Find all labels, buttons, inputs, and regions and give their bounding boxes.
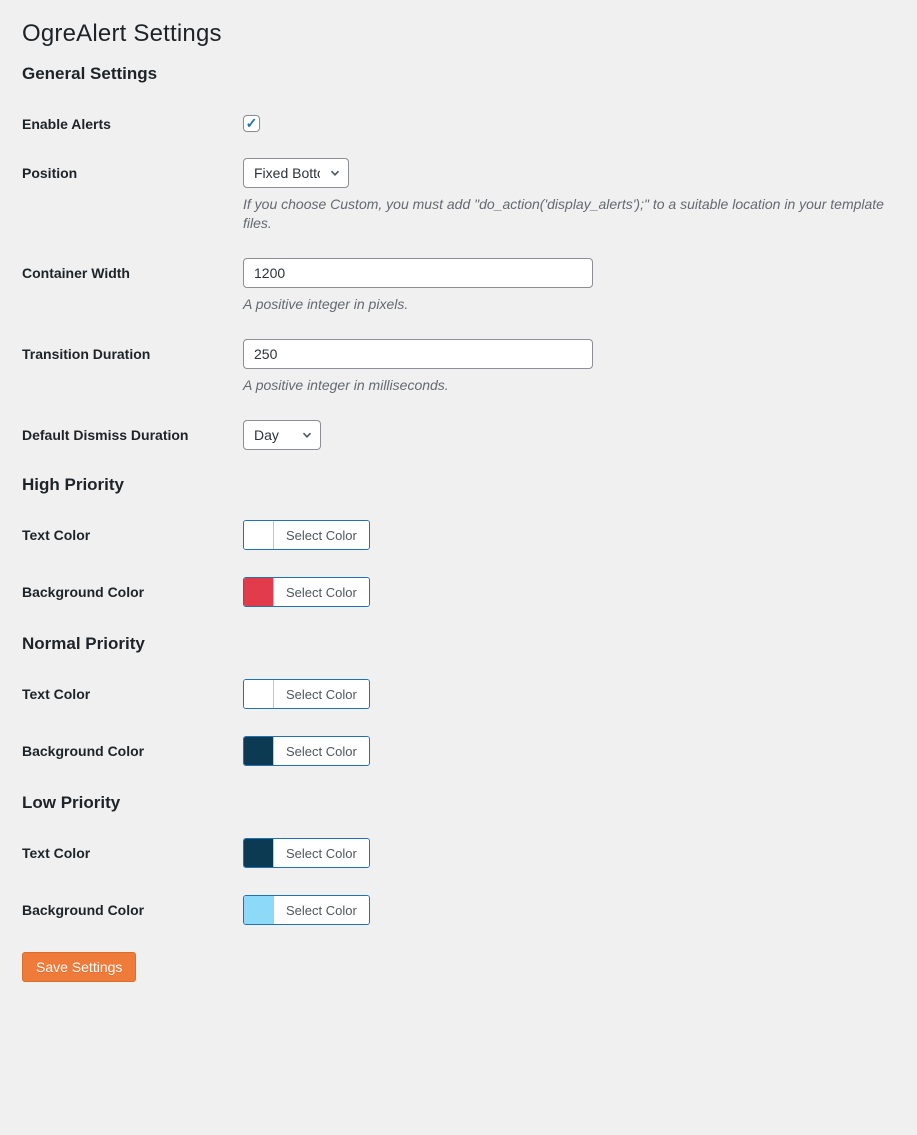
field-row-position (22, 158, 889, 233)
checkmark-icon: ✓ (245, 114, 258, 131)
default-dismiss-duration-label: Default Dismiss Duration (22, 427, 189, 443)
low-background-color-label: Background Color (22, 902, 145, 918)
position-select[interactable] (243, 158, 349, 188)
page-title: OgreAlert Settings (22, 20, 222, 47)
field-row-normal-background-color (22, 736, 889, 768)
save-settings-button[interactable]: Save Settings (22, 952, 136, 982)
enable-alerts-checkbox[interactable] (243, 115, 260, 132)
color-swatch (244, 521, 274, 549)
color-swatch (244, 680, 274, 708)
normal-text-color-select-button[interactable] (243, 679, 370, 709)
section-heading-high-priority: High Priority (22, 475, 125, 494)
enable-alerts-label: Enable Alerts (22, 116, 111, 132)
section-heading-low-priority: Low Priority (22, 793, 121, 812)
container-width-input[interactable] (243, 258, 593, 288)
normal-background-color-label: Background Color (22, 743, 145, 759)
high-text-color-select-button[interactable] (243, 520, 370, 550)
field-row-transition-duration (22, 339, 889, 395)
field-row-low-background-color (22, 895, 889, 927)
field-row-container-width (22, 258, 889, 314)
field-row-low-text-color (22, 838, 889, 870)
container-width-label: Container Width (22, 265, 130, 281)
container-width-description: A positive integer in pixels. (243, 296, 409, 312)
select-color-label: Select Color (274, 521, 369, 549)
color-swatch (244, 896, 274, 924)
select-color-label: Select Color (274, 680, 369, 708)
save-row (22, 952, 889, 982)
transition-duration-input[interactable] (243, 339, 593, 369)
default-dismiss-duration-select[interactable] (243, 420, 321, 450)
low-text-color-select-button[interactable] (243, 838, 370, 868)
normal-background-color-select-button[interactable] (243, 736, 370, 766)
transition-duration-description: A positive integer in milliseconds. (243, 377, 449, 393)
select-color-label: Select Color (274, 737, 369, 765)
select-color-label: Select Color (274, 839, 369, 867)
section-heading-normal-priority: Normal Priority (22, 634, 145, 653)
section-heading-general-settings: General Settings (22, 64, 158, 83)
high-text-color-label: Text Color (22, 527, 91, 543)
select-color-label: Select Color (274, 578, 369, 606)
field-row-enable-alerts (22, 109, 889, 133)
low-text-color-label: Text Color (22, 845, 91, 861)
field-row-default-dismiss-duration (22, 420, 889, 450)
high-background-color-select-button[interactable] (243, 577, 370, 607)
color-swatch (244, 839, 274, 867)
high-background-color-label: Background Color (22, 584, 145, 600)
field-row-normal-text-color (22, 679, 889, 711)
low-background-color-select-button[interactable] (243, 895, 370, 925)
color-swatch (244, 737, 274, 765)
select-color-label: Select Color (274, 896, 369, 924)
position-description: If you choose Custom, you must add "do_action('display_alerts');" to a suitable location in your template files. (243, 196, 884, 231)
normal-text-color-label: Text Color (22, 686, 91, 702)
position-label: Position (22, 165, 78, 181)
field-row-high-background-color (22, 577, 889, 609)
field-row-high-text-color (22, 520, 889, 552)
transition-duration-label: Transition Duration (22, 346, 151, 362)
color-swatch (244, 578, 274, 606)
